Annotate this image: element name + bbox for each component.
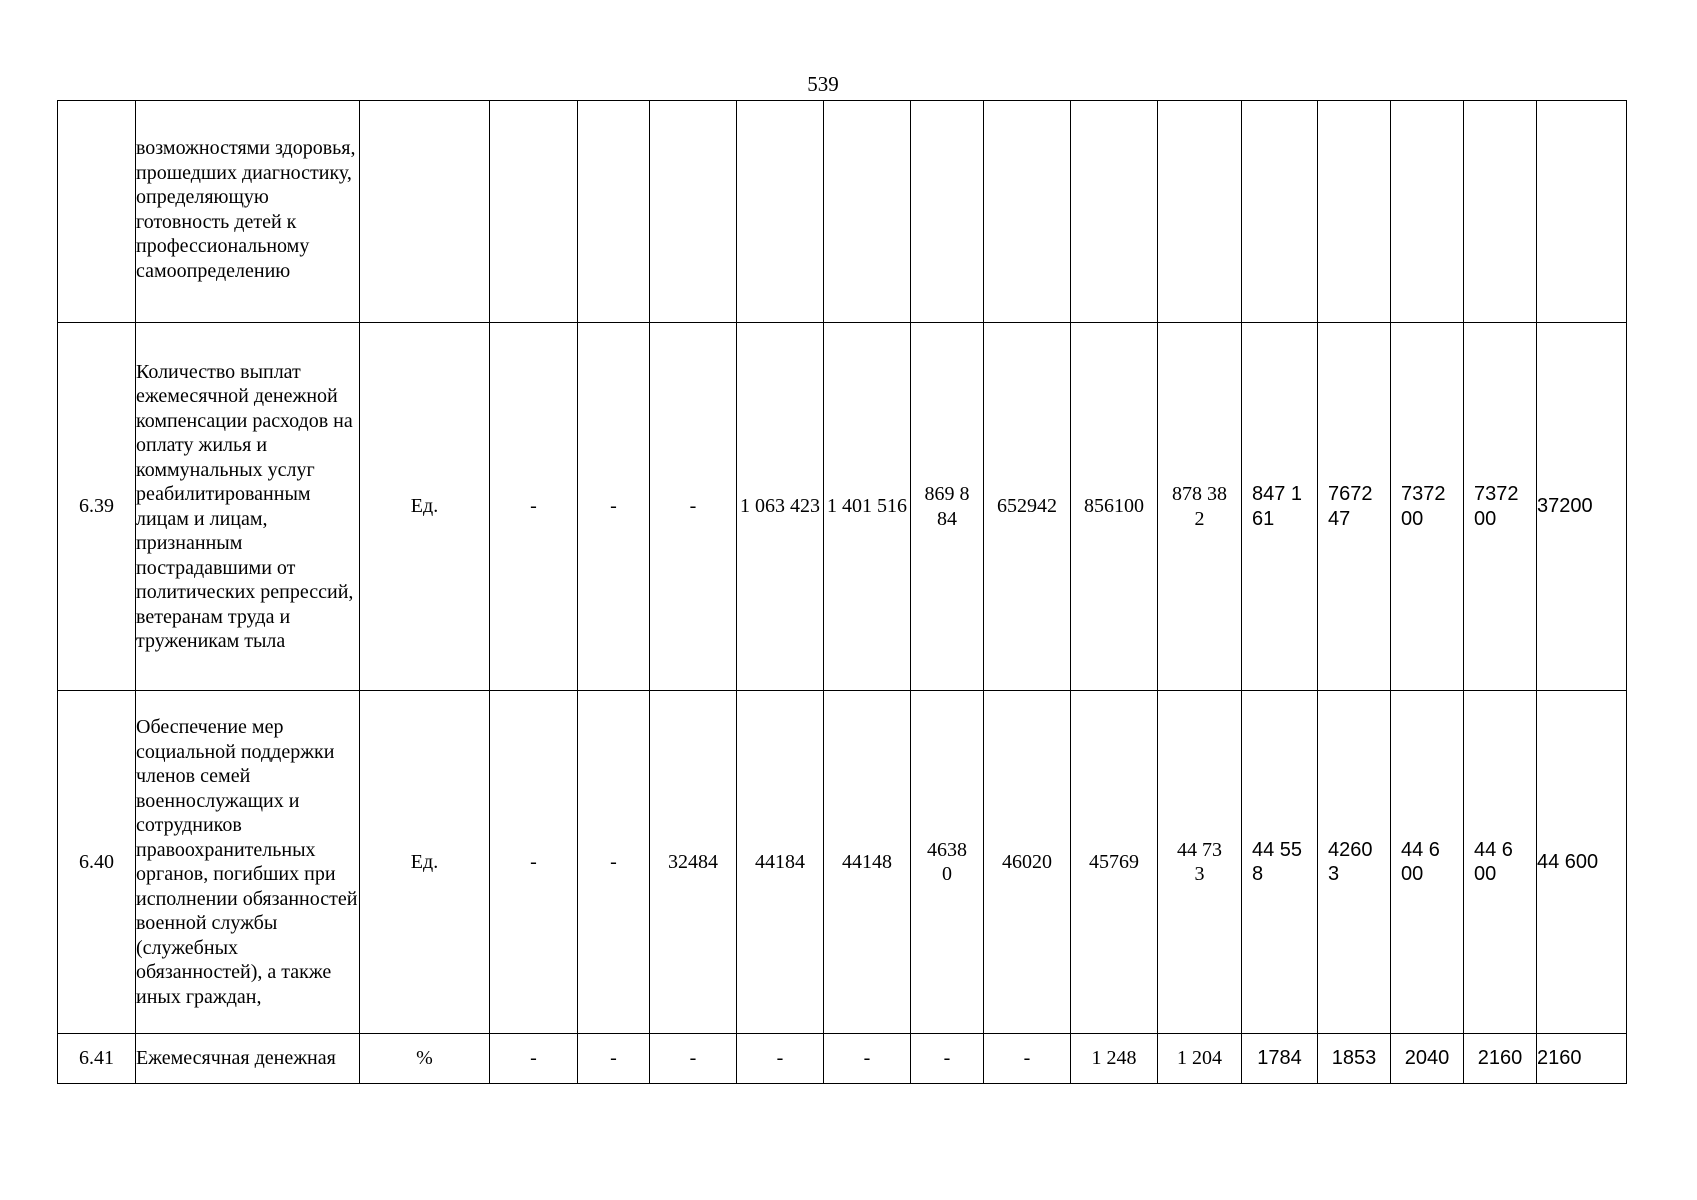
value-cell: - — [490, 323, 578, 691]
value-cell: 42603 — [1318, 691, 1391, 1034]
unit-cell: % — [360, 1034, 490, 1084]
value-cell: - — [578, 691, 650, 1034]
indicator-name: Количество выплат ежемесячной денежной компенсации расходов на оплату жилья и коммунальных услуг реабилитированным лицам и лицам, признанным пострадавшими от политических репрессий, ветеранам труда и труженикам тыла — [136, 323, 360, 691]
value-cell — [737, 101, 824, 323]
unit-cell — [360, 101, 490, 323]
unit-cell: Ед. — [360, 323, 490, 691]
value-cell — [1318, 101, 1391, 323]
value-cell: - — [824, 1034, 911, 1084]
value-cell: 652942 — [984, 323, 1071, 691]
target-value-cell: 44 600 — [1537, 691, 1627, 1034]
value-cell: 2160 — [1464, 1034, 1537, 1084]
value-cell: 45769 — [1071, 691, 1158, 1034]
value-cell — [490, 101, 578, 323]
target-value-cell: 37200 — [1537, 323, 1627, 691]
value-cell: 1 204 — [1158, 1034, 1242, 1084]
value-cell — [1391, 101, 1464, 323]
value-cell — [824, 101, 911, 323]
value-cell: 856100 — [1071, 323, 1158, 691]
value-cell: - — [578, 323, 650, 691]
value-cell: 869 884 — [911, 323, 984, 691]
value-cell: 44 558 — [1242, 691, 1318, 1034]
value-cell: 44184 — [737, 691, 824, 1034]
value-cell — [984, 101, 1071, 323]
value-cell — [650, 101, 737, 323]
table-row — [58, 323, 1627, 691]
table-row — [58, 1034, 1627, 1084]
value-cell: 44 600 — [1391, 691, 1464, 1034]
value-cell: 32484 — [650, 691, 737, 1034]
value-cell: 44 733 — [1158, 691, 1242, 1034]
unit-cell: Ед. — [360, 691, 490, 1034]
value-cell: 847 161 — [1242, 323, 1318, 691]
value-cell — [1071, 101, 1158, 323]
page-number: 539 — [807, 72, 839, 96]
row-number: 6.41 — [58, 1034, 136, 1084]
value-cell — [578, 101, 650, 323]
value-cell: - — [490, 691, 578, 1034]
value-cell — [911, 101, 984, 323]
value-cell: - — [737, 1034, 824, 1084]
value-cell: - — [911, 1034, 984, 1084]
value-cell: 737200 — [1464, 323, 1537, 691]
value-cell: 767247 — [1318, 323, 1391, 691]
value-cell: - — [490, 1034, 578, 1084]
value-cell — [1242, 101, 1318, 323]
value-cell: 1 248 — [1071, 1034, 1158, 1084]
value-cell: 46020 — [984, 691, 1071, 1034]
value-cell: - — [578, 1034, 650, 1084]
value-cell: 1 063 423 — [737, 323, 824, 691]
value-cell: 878 382 — [1158, 323, 1242, 691]
value-cell: 1 401 516 — [824, 323, 911, 691]
value-cell: 44 600 — [1464, 691, 1537, 1034]
row-number: 6.39 — [58, 323, 136, 691]
value-cell: 2040 — [1391, 1034, 1464, 1084]
indicator-name: Ежемесячная денежная — [136, 1034, 360, 1084]
row-number — [58, 101, 136, 323]
value-cell: - — [650, 1034, 737, 1084]
indicator-name: возможностями здоровья, прошедших диагностику, определяющую готовность детей к профессиональному самоопределению — [136, 101, 360, 323]
target-value-cell: 2160 — [1537, 1034, 1627, 1084]
target-value-cell — [1537, 101, 1627, 323]
row-number: 6.40 — [58, 691, 136, 1034]
value-cell: 46380 — [911, 691, 984, 1034]
indicators-table — [57, 100, 1627, 1084]
value-cell: 44148 — [824, 691, 911, 1034]
table-row — [58, 691, 1627, 1034]
value-cell: - — [650, 323, 737, 691]
value-cell: 1853 — [1318, 1034, 1391, 1084]
table-row — [58, 101, 1627, 323]
value-cell: - — [984, 1034, 1071, 1084]
value-cell: 737200 — [1391, 323, 1464, 691]
indicator-name: Обеспечение мер социальной поддержки членов семей военнослужащих и сотрудников правоохранительных органов, погибших при исполнении обязанностей военной службы (служебных обязанностей), а также иных граждан, — [136, 691, 360, 1034]
value-cell: 1784 — [1242, 1034, 1318, 1084]
value-cell — [1158, 101, 1242, 323]
value-cell — [1464, 101, 1537, 323]
